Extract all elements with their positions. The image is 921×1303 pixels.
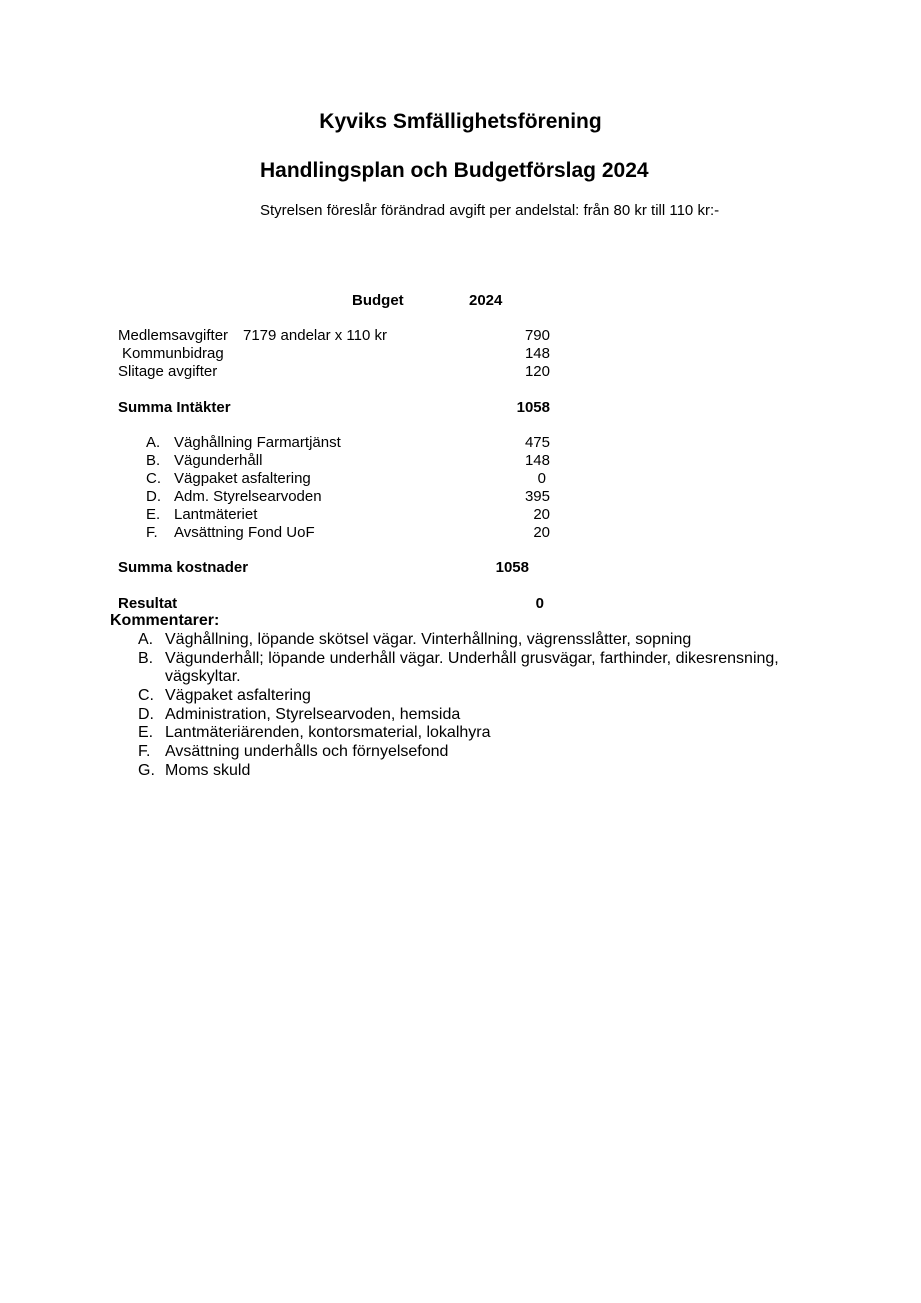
cost-value: 20 [533,506,550,523]
cost-letter: D. [146,488,161,505]
cost-value: 20 [533,524,550,541]
comment-letter: E. [138,724,154,741]
cost-label: Avsättning Fond UoF [174,524,315,541]
income-detail: 7179 andelar x 110 kr [243,327,387,344]
comment-text: Avsättning underhålls och förnyelsefond [165,743,449,760]
comment-text: Väghållning, löpande skötsel vägar. Vinterhållning, vägrensslåtter, sopning [165,631,692,648]
income-value: 148 [524,345,550,362]
cost-label: Lantmäteriet [174,506,258,523]
cost-value: 148 [524,452,550,469]
cost-letter: C. [146,470,161,487]
income-label: Medlemsavgifter [118,327,229,344]
cost-letter: A. [146,434,161,451]
organization-title: Kyviks Smfällighetsförening [319,110,602,133]
cost-value: 395 [524,488,550,505]
comment-text: Lantmäteriärenden, kontorsmaterial, lokalhyra [165,724,491,741]
income-value: 790 [524,327,550,344]
document-title: Handlingsplan och Budgetförslag 2024 [260,159,649,182]
comment-letter: F. [138,743,151,760]
cost-value: 475 [524,434,550,451]
comment-letter: G. [138,762,155,779]
comment-text-continued: vägskyltar. [165,668,241,685]
comment-letter: D. [138,706,154,723]
cost-label: Vägpaket asfaltering [174,470,311,487]
income-total-label: Summa Intäkter [118,399,231,416]
comment-text: Moms skuld [165,762,251,779]
cost-letter: F. [146,524,158,541]
cost-total-value: 1058 [495,559,529,576]
comment-text: Vägunderhåll; löpande underhåll vägar. Underhåll grusvägar, farthinder, dikesrensning, [165,650,779,667]
income-label: Kommunbidrag [122,345,224,362]
income-total-value: 1058 [516,399,550,416]
comment-text: Administration, Styrelsearvoden, hemsida [165,706,461,723]
budget-year-label: 2024 [469,292,503,309]
cost-label: Adm. Styrelsearvoden [174,488,322,505]
cost-label: Vägunderhåll [174,452,263,469]
cost-total-label: Summa kostnader [118,559,249,576]
income-label: Slitage avgifter [118,363,218,380]
result-value: 0 [535,595,544,612]
comment-letter: C. [138,687,154,704]
income-value: 120 [524,363,550,380]
comment-letter: A. [138,631,154,648]
cost-letter: B. [146,452,161,469]
cost-value: 0 [537,470,546,487]
comment-letter: B. [138,650,154,667]
cost-letter: E. [146,506,161,523]
comments-heading: Kommentarer: [110,612,220,629]
result-label: Resultat [118,595,178,612]
fee-proposal-text: Styrelsen föreslår förändrad avgift per andelstal: från 80 kr till 110 kr:- [260,202,720,219]
cost-label: Väghållning Farmartjänst [174,434,341,451]
comment-text: Vägpaket asfaltering [165,687,311,704]
budget-column-label: Budget [352,292,404,309]
